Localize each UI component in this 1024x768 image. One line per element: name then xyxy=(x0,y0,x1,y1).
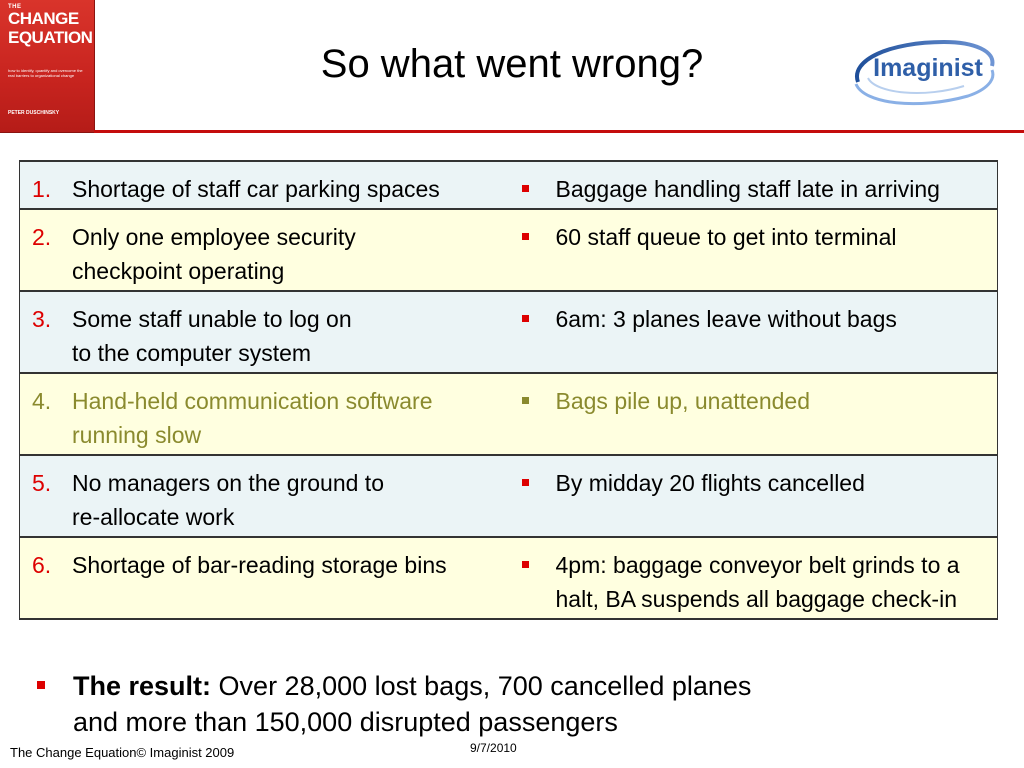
row-number: 3. xyxy=(32,306,52,332)
bullet-icon xyxy=(518,466,556,500)
causes-effects-table xyxy=(19,160,998,620)
bullet-icon xyxy=(33,668,73,704)
effect-cell xyxy=(510,209,998,291)
cause-text xyxy=(72,466,472,534)
book-subtitle: how to identify, quantify and overcome the real barriers to organizational change xyxy=(8,68,83,78)
result-text-line1: Over 28,000 lost bags, 700 cancelled planes xyxy=(218,671,752,701)
book-title-line1: CHANGE xyxy=(8,9,79,28)
bullet-icon xyxy=(518,384,556,418)
effect-text: Bags pile up, unattended xyxy=(555,388,810,414)
effect-cell xyxy=(510,291,998,373)
effect-text: By midday 20 flights cancelled xyxy=(555,470,865,496)
table-row xyxy=(20,373,998,455)
row-number: 6. xyxy=(32,552,52,578)
bullet-icon xyxy=(518,302,556,336)
table-row xyxy=(20,161,998,209)
bullet-icon xyxy=(518,548,556,582)
cause-text xyxy=(72,302,472,370)
result-summary xyxy=(33,668,883,740)
bullet-icon xyxy=(518,220,556,254)
row-number: 5. xyxy=(32,470,52,496)
book-author: PETER DUSCHINSKY xyxy=(8,110,60,116)
cause-text-line2: to the computer system xyxy=(72,340,312,366)
result-text xyxy=(73,668,873,740)
effect-cell xyxy=(510,161,998,209)
table-row xyxy=(20,209,998,291)
book-title-line2: EQUATION xyxy=(8,28,93,47)
table-row xyxy=(20,455,998,537)
book-cover-image xyxy=(0,0,95,133)
effect-text: 6am: 3 planes leave without bags xyxy=(555,306,897,332)
cause-cell xyxy=(20,161,510,209)
cause-cell xyxy=(20,537,510,619)
row-number: 4. xyxy=(32,388,52,414)
footer-copyright: The Change Equation© Imaginist 2009 xyxy=(10,745,235,760)
cause-cell xyxy=(20,291,510,373)
table-row xyxy=(20,537,998,619)
cause-cell xyxy=(20,455,510,537)
result-text-line2: and more than 150,000 disrupted passengers xyxy=(73,707,618,737)
slide-title: So what went wrong? xyxy=(320,42,704,86)
effect-text: 4pm: baggage conveyor belt grinds to a halt, BA suspends all baggage check-in xyxy=(555,552,960,612)
cause-text: Shortage of bar-reading storage bins xyxy=(72,552,447,578)
cause-text-line1: No managers on the ground to xyxy=(72,470,384,496)
cause-text-line1: Some staff unable to log on xyxy=(72,306,352,332)
effect-text: Baggage handling staff late in arriving xyxy=(555,176,940,202)
effect-cell xyxy=(510,537,998,619)
bullet-icon xyxy=(518,172,556,206)
cause-text: Only one employee security checkpoint operating xyxy=(72,224,356,284)
cause-text: Shortage of staff car parking spaces xyxy=(72,176,440,202)
book-the: THE xyxy=(8,4,22,10)
effect-text: 60 staff queue to get into terminal xyxy=(555,224,897,250)
header-rule xyxy=(94,130,1024,133)
cause-cell xyxy=(20,209,510,291)
imaginist-logo xyxy=(846,34,998,114)
cause-text: Hand-held communication software running slow xyxy=(72,388,433,448)
logo-text: Imaginist xyxy=(873,54,983,82)
row-number: 2. xyxy=(32,224,52,250)
result-label: The result: xyxy=(73,671,212,701)
footer-date: 9/7/2010 xyxy=(470,741,517,755)
effect-cell xyxy=(510,373,998,455)
table-row xyxy=(20,291,998,373)
cause-text-line2: re-allocate work xyxy=(72,504,235,530)
effect-cell xyxy=(510,455,998,537)
row-number: 1. xyxy=(32,176,52,202)
cause-cell xyxy=(20,373,510,455)
